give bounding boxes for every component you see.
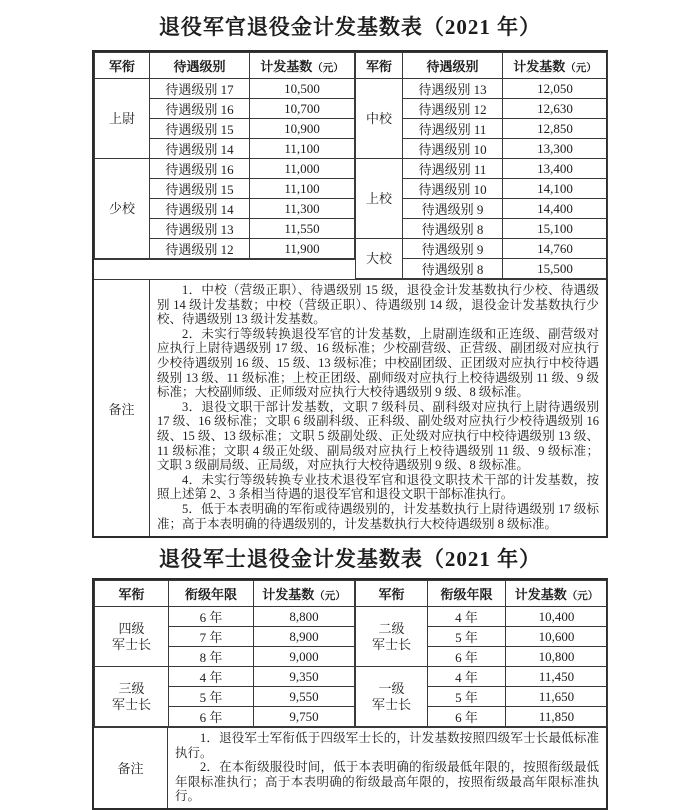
level-cell: 待遇级别 17 bbox=[150, 79, 250, 99]
level-cell: 待遇级别 12 bbox=[403, 99, 503, 119]
header-years: 衔级年限 bbox=[169, 581, 254, 607]
level-cell: 待遇级别 9 bbox=[403, 239, 503, 259]
base-cell: 14,760 bbox=[503, 239, 608, 259]
table-row bbox=[356, 667, 608, 687]
level-cell: 待遇级别 12 bbox=[150, 239, 250, 259]
table-row bbox=[95, 607, 355, 627]
header-row bbox=[356, 581, 608, 607]
base-cell: 11,900 bbox=[250, 239, 355, 259]
header-base-label: 计发基数 bbox=[262, 587, 315, 602]
table-row bbox=[356, 159, 608, 179]
base-cell: 10,600 bbox=[506, 627, 608, 647]
rank-cell: 大校 bbox=[356, 239, 403, 279]
remark-item: 2．在本衔级服役时间，低于本表明确的衔级最低年限的，按照衔级最低年限标准执行；高于本表明确的衔级最高年限的，按照衔级最高年限标准执行。 bbox=[175, 760, 599, 804]
years-cell: 4 年 bbox=[428, 667, 506, 687]
header-row bbox=[356, 53, 608, 79]
soldier-table-body bbox=[94, 580, 606, 727]
document-page bbox=[0, 13, 700, 810]
base-cell: 10,400 bbox=[506, 607, 608, 627]
remarks-text bbox=[168, 728, 606, 808]
base-cell: 9,350 bbox=[254, 667, 355, 687]
level-cell: 待遇级别 13 bbox=[403, 79, 503, 99]
level-cell: 待遇级别 11 bbox=[403, 119, 503, 139]
level-cell: 待遇级别 9 bbox=[403, 199, 503, 219]
table-row bbox=[95, 667, 355, 687]
rank-cell: 二级 军士长 bbox=[356, 607, 428, 667]
years-cell: 6 年 bbox=[169, 707, 254, 727]
base-cell: 11,100 bbox=[250, 179, 355, 199]
years-cell: 8 年 bbox=[169, 647, 254, 667]
years-cell: 5 年 bbox=[428, 627, 506, 647]
years-cell: 5 年 bbox=[169, 687, 254, 707]
table-row bbox=[95, 159, 355, 179]
officer-table bbox=[92, 50, 608, 538]
rank-cell: 三级 军士长 bbox=[95, 667, 169, 727]
years-cell: 5 年 bbox=[428, 687, 506, 707]
rank-cell: 四级 军士长 bbox=[95, 607, 169, 667]
rank-cell: 少校 bbox=[95, 159, 150, 259]
base-cell: 9,000 bbox=[254, 647, 355, 667]
header-base-unit: （元） bbox=[314, 591, 346, 602]
header-base bbox=[254, 581, 355, 607]
officer-table-body bbox=[94, 52, 606, 279]
header-rank: 军衔 bbox=[356, 53, 403, 79]
rank-cell: 中校 bbox=[356, 79, 403, 159]
level-cell: 待遇级别 14 bbox=[150, 199, 250, 219]
base-cell: 11,550 bbox=[250, 219, 355, 239]
years-cell: 6 年 bbox=[169, 607, 254, 627]
base-cell: 11,450 bbox=[506, 667, 608, 687]
level-cell: 待遇级别 13 bbox=[150, 219, 250, 239]
header-base-unit: （元） bbox=[565, 63, 597, 74]
rank-cell: 上尉 bbox=[95, 79, 150, 159]
level-cell: 待遇级别 16 bbox=[150, 99, 250, 119]
base-cell: 8,900 bbox=[254, 627, 355, 647]
base-cell: 11,850 bbox=[506, 707, 608, 727]
table-row bbox=[95, 79, 355, 99]
header-base-unit: （元） bbox=[312, 63, 344, 74]
remarks-text bbox=[150, 280, 606, 536]
rank-cell: 一级 军士长 bbox=[356, 667, 428, 727]
header-base-label: 计发基数 bbox=[513, 59, 566, 74]
level-cell: 待遇级别 8 bbox=[403, 259, 503, 279]
level-cell: 待遇级别 16 bbox=[150, 159, 250, 179]
table-row bbox=[356, 239, 608, 259]
officer-table-left-half bbox=[94, 52, 355, 260]
level-cell: 待遇级别 14 bbox=[150, 139, 250, 159]
years-cell: 4 年 bbox=[169, 667, 254, 687]
base-cell: 10,900 bbox=[250, 119, 355, 139]
base-cell: 10,500 bbox=[250, 79, 355, 99]
header-years: 衔级年限 bbox=[428, 581, 506, 607]
table-row bbox=[356, 607, 608, 627]
soldier-remarks-section bbox=[94, 727, 606, 808]
base-cell: 13,400 bbox=[503, 159, 608, 179]
level-cell: 待遇级别 8 bbox=[403, 219, 503, 239]
header-base-label: 计发基数 bbox=[514, 587, 567, 602]
level-cell: 待遇级别 10 bbox=[403, 139, 503, 159]
header-rank: 军衔 bbox=[356, 581, 428, 607]
soldier-table-left-half bbox=[94, 580, 355, 727]
remark-item: 2．未实行等级转换退役军官的计发基数，上尉副连级和正连级、副营级对应执行上尉待遇级别 17 级、16 级标准；少校副营级、正营级、副团级对应执行少校待遇级别 16 级、15 级、13 级标准；中校副团级、正团级对应执行中校待遇级别 13 级、11 级标准；上校正团级、副师级对应执行上校待遇级别 11 级、9 级标准；大校副师级、正师级对应执行大校待遇级别 9 级、8 级标准。 bbox=[157, 326, 599, 400]
base-cell: 11,650 bbox=[506, 687, 608, 707]
header-base bbox=[503, 53, 608, 79]
base-cell: 13,300 bbox=[503, 139, 608, 159]
header-level: 待遇级别 bbox=[403, 53, 503, 79]
base-cell: 11,300 bbox=[250, 199, 355, 219]
soldier-table bbox=[92, 578, 608, 810]
remarks-label: 备注 bbox=[94, 280, 150, 536]
header-rank: 军衔 bbox=[95, 53, 150, 79]
base-cell: 15,500 bbox=[503, 259, 608, 279]
base-cell: 12,050 bbox=[503, 79, 608, 99]
officer-remarks-section bbox=[94, 279, 606, 536]
base-cell: 15,100 bbox=[503, 219, 608, 239]
remark-item: 1．中校（营级正职）、待遇级别 15 级，退役金计发基数执行少校、待遇级别 14 级计发基数；中校（营级正职）、待遇级别 14 级，退役金计发基数执行少校、待遇级别 13 级计发基数。 bbox=[157, 283, 599, 327]
header-base bbox=[506, 581, 608, 607]
base-cell: 14,400 bbox=[503, 199, 608, 219]
years-cell: 4 年 bbox=[428, 607, 506, 627]
table-row bbox=[356, 79, 608, 99]
level-cell: 待遇级别 10 bbox=[403, 179, 503, 199]
base-cell: 12,630 bbox=[503, 99, 608, 119]
rank-cell: 上校 bbox=[356, 159, 403, 239]
remark-item: 1．退役军士军衔低于四级军士长的，计发基数按照四级军士长最低标准执行。 bbox=[175, 731, 599, 760]
remarks-label: 备注 bbox=[94, 728, 168, 808]
base-cell: 8,800 bbox=[254, 607, 355, 627]
soldier-table-right-half bbox=[355, 580, 608, 727]
base-cell: 11,000 bbox=[250, 159, 355, 179]
remark-item: 4．未实行等级转换专业技术退役军官和退役文职技术干部的计发基数，按照上述第 2、3 条相当待遇的退役军官和退役文职干部标准执行。 bbox=[157, 472, 599, 502]
officer-table-right-half bbox=[355, 52, 608, 279]
years-cell: 7 年 bbox=[169, 627, 254, 647]
remark-item: 3．退役文职干部计发基数，文职 7 级科员、副科级对应执行上尉待遇级别 17 级、16 级标准；文职 6 级副科级、正科级、副处级对应执行少校待遇级别 16 级、15 级、13 级标准；文职 5 级副处级、正处级对应执行中校待遇级别 13 级、11 级标准；文职 4 级正处级、副局级对应执行上校待遇级别 11 级、9 级标准；文职 3 级副局级、正局级，对应执行大校待遇级别 9 级、8 级标准。 bbox=[157, 399, 599, 473]
years-cell: 6 年 bbox=[428, 647, 506, 667]
level-cell: 待遇级别 15 bbox=[150, 179, 250, 199]
header-base bbox=[250, 53, 355, 79]
base-cell: 9,550 bbox=[254, 687, 355, 707]
header-level: 待遇级别 bbox=[150, 53, 250, 79]
years-cell: 6 年 bbox=[428, 707, 506, 727]
base-cell: 10,800 bbox=[506, 647, 608, 667]
empty-filler-row bbox=[95, 259, 355, 260]
base-cell: 11,100 bbox=[250, 139, 355, 159]
level-cell: 待遇级别 15 bbox=[150, 119, 250, 139]
empty-cell bbox=[95, 259, 355, 260]
base-cell: 12,850 bbox=[503, 119, 608, 139]
header-base-label: 计发基数 bbox=[260, 59, 313, 74]
header-base-unit: （元） bbox=[566, 591, 599, 602]
base-cell: 10,700 bbox=[250, 99, 355, 119]
header-row bbox=[95, 53, 355, 79]
base-cell: 14,100 bbox=[503, 179, 608, 199]
soldier-table-title: 退役军士退役金计发基数表（2021 年） bbox=[158, 547, 542, 571]
remark-item: 5．低于本表明确的军衔或待遇级别的，计发基数执行上尉待遇级别 17 级标准；高于本表明确的待遇级别的，计发基数执行大校待遇级别 8 级标准。 bbox=[157, 501, 599, 531]
header-row bbox=[95, 581, 355, 607]
level-cell: 待遇级别 11 bbox=[403, 159, 503, 179]
officer-table-title: 退役军官退役金计发基数表（2021 年） bbox=[158, 15, 542, 39]
base-cell: 9,750 bbox=[254, 707, 355, 727]
header-rank: 军衔 bbox=[95, 581, 169, 607]
